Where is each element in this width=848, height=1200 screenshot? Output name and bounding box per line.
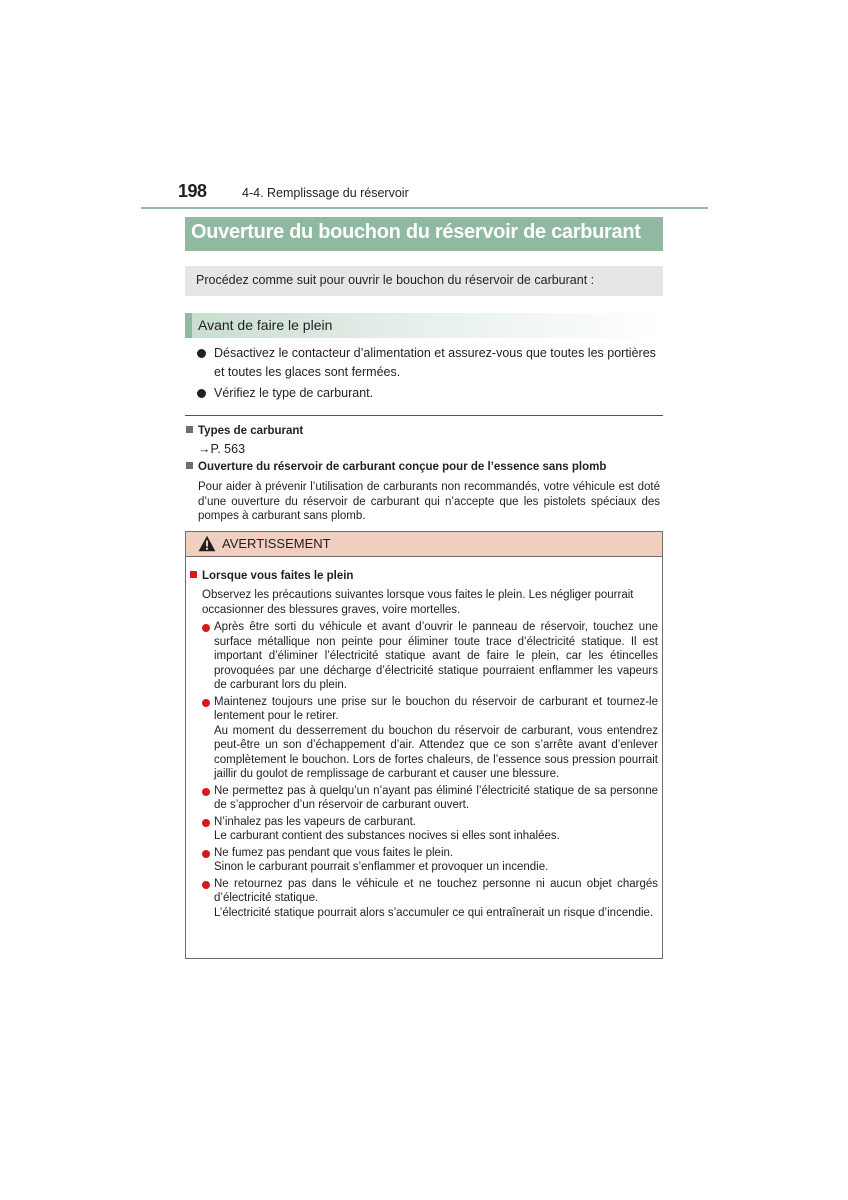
list-item-text: Désactivez le contacteur d’alimentation et assurez-vous que toutes les portières et toutes les glaces sont fermées. <box>214 346 656 379</box>
opening-text: Pour aider à prévenir l’utilisation de carburants non recommandés, votre véhicule est doté d’une ouverture du réservoir de carburant qui n’accepte que les pistolets spéciaux des pompes à carburant sans plomb. <box>198 481 660 522</box>
warning-item <box>202 695 658 782</box>
list-item <box>197 344 663 382</box>
fuel-types-heading <box>186 425 303 437</box>
header-rule <box>141 207 708 209</box>
opening-heading-text: Ouverture du réservoir de carburant conçue pour de l’essence sans plomb <box>198 461 607 473</box>
red-bullet-icon <box>202 788 210 796</box>
red-square-bullet-icon <box>190 571 197 578</box>
warning-item-line: L’électricité statique pourrait alors s’accumuler ce qui entraînerait un risque d’incendie. <box>214 906 654 919</box>
red-bullet-icon <box>202 881 210 889</box>
warning-item <box>202 815 658 844</box>
bullet-icon <box>197 389 206 398</box>
red-bullet-icon <box>202 624 210 632</box>
warning-item <box>202 846 658 875</box>
warning-intro: Observez les précautions suivantes lorsque vous faites le plein. Les négliger pourrait occasionner des blessures graves, voire mortelles. <box>202 589 634 616</box>
section-title: Ouverture du bouchon du réservoir de carburant <box>185 217 663 251</box>
chapter-title: 4-4. Remplissage du réservoir <box>242 186 409 200</box>
fuel-types-heading-text: Types de carburant <box>198 425 304 437</box>
warning-item-line: Après être sorti du véhicule et avant d’ouvrir le panneau de réservoir, touchez une surface métallique non peinte pour éliminer toute trace d’électricité statique. Il est important d’éliminer l’électricité statique avant de faire le plein, car les étincelles provoquées par une décharge d’électricité statique pourraient enflammer les vapeurs de carburant lors du plein. <box>214 621 658 691</box>
warning-item <box>202 877 658 921</box>
warning-item <box>202 620 658 693</box>
warning-item-line: Le carburant contient des substances nocives si elles sont inhalées. <box>214 830 560 842</box>
warning-header: AVERTISSEMENT <box>186 532 662 557</box>
warning-item-line: Au moment du desserrement du bouchon du réservoir de carburant, vous entendrez peut-être un son d’échappement d’air. Attendez que ce son s’arrête avant d’enlever complètement le bouchon. Lors de fortes chaleurs, de l’essence sous pression pourrait jaillir du goulot de remplissage de carburant et causer une blessure. <box>214 724 658 780</box>
opening-heading <box>186 461 606 473</box>
red-bullet-icon <box>202 850 210 858</box>
square-bullet-icon <box>186 426 193 433</box>
intro-box: Procédez comme suit pour ouvrir le bouchon du réservoir de carburant : <box>185 266 663 296</box>
before-refuel-list <box>197 344 663 405</box>
warning-triangle-icon <box>198 535 216 552</box>
warning-heading <box>190 570 353 582</box>
fuel-types-reference[interactable]: →P. 563 <box>198 442 246 456</box>
warning-item-line: Sinon le carburant pourrait s’enflammer et provoquer un incendie. <box>214 861 549 873</box>
bullet-icon <box>197 349 206 358</box>
list-item-text: Vérifiez le type de carburant. <box>214 386 374 400</box>
section-divider <box>185 415 663 416</box>
warning-list <box>202 620 658 922</box>
warning-heading-text: Lorsque vous faites le plein <box>202 570 354 582</box>
page-number: 198 <box>178 181 207 201</box>
warning-item-line: Ne permettez pas à quelqu’un n’ayant pas éliminé l’électricité statique de sa personne de s’approcher d’un réservoir de carburant ouvert. <box>214 784 658 811</box>
square-bullet-icon <box>186 462 193 469</box>
before-refuel-heading: Avant de faire le plein <box>185 313 663 338</box>
warning-item-line: N’inhalez pas les vapeurs de carburant. <box>214 815 417 828</box>
warning-item <box>202 784 658 813</box>
warning-item-line: Ne retournez pas dans le véhicule et ne touchez personne ni aucun objet chargés d’électricité statique. <box>214 877 658 904</box>
red-bullet-icon <box>202 699 210 707</box>
list-item <box>197 384 663 403</box>
red-bullet-icon <box>202 819 210 827</box>
warning-item-line: Maintenez toujours une prise sur le bouchon du réservoir de carburant et tournez-le lentement pour le retirer. <box>214 695 658 722</box>
warning-item-line: Ne fumez pas pendant que vous faites le plein. <box>214 846 454 859</box>
